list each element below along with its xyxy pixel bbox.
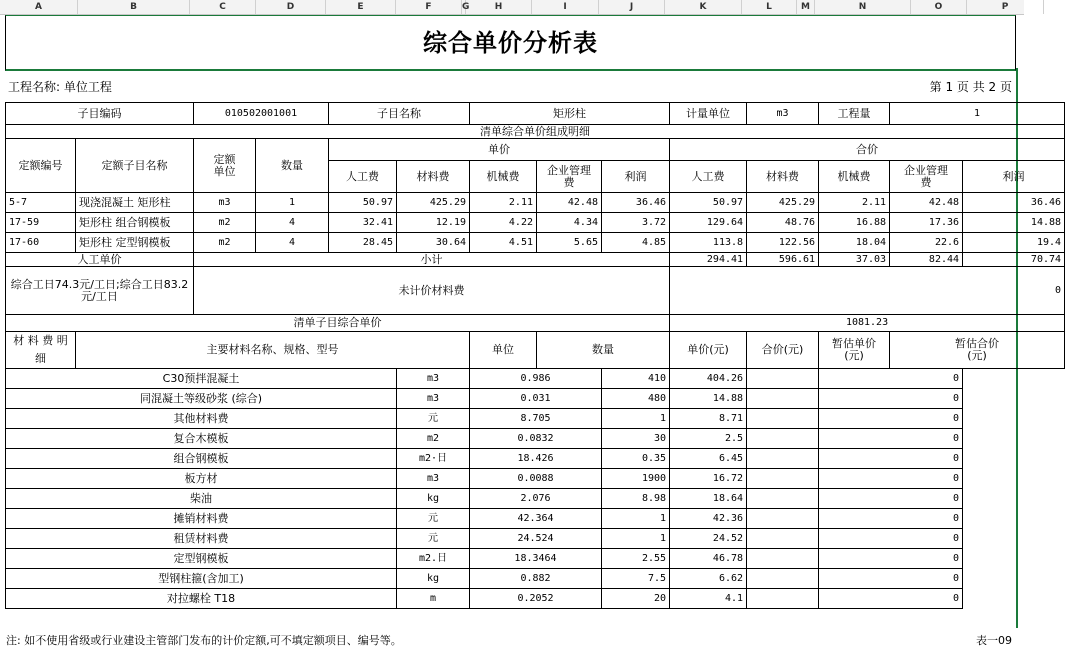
material-unit-cell[interactable]: m3	[397, 469, 470, 489]
quota-no-header: 定额编号	[6, 139, 76, 193]
total-mgmt-cell[interactable]: 22.6	[890, 233, 963, 253]
material-total-cell[interactable]: 6.45	[670, 449, 747, 469]
material-qty-cell[interactable]: 24.524	[470, 529, 602, 549]
material-unit-cell[interactable]: kg	[397, 569, 470, 589]
column-header-j[interactable]: J	[599, 0, 665, 14]
quota-row	[6, 193, 1065, 213]
material-total-cell[interactable]: 404.26	[670, 369, 747, 389]
t-mgmt-header: 企业管理 费	[890, 161, 963, 193]
quota-name-cell[interactable]: 矩形柱 定型钢模板	[76, 233, 194, 253]
column-header-p[interactable]: P	[967, 0, 1044, 14]
column-header-e[interactable]: E	[326, 0, 396, 14]
project-name: 工程名称: 单位工程	[8, 80, 112, 94]
unit-profit-cell[interactable]: 3.72	[602, 213, 670, 233]
labor-unit-label: 人工单价	[6, 253, 194, 267]
qty-value[interactable]: 1	[890, 103, 1065, 125]
total-material-cell[interactable]: 425.29	[747, 193, 819, 213]
material-unit-cell[interactable]: m3	[397, 389, 470, 409]
material-est-price-cell[interactable]	[747, 489, 819, 509]
material-est-price-cell[interactable]	[747, 589, 819, 609]
material-price-cell[interactable]: 30	[602, 429, 670, 449]
material-total-cell[interactable]: 16.72	[670, 469, 747, 489]
material-total-cell[interactable]: 42.36	[670, 509, 747, 529]
material-row	[6, 529, 1065, 549]
name-label: 子目名称	[329, 103, 470, 125]
total-material-cell[interactable]: 48.76	[747, 213, 819, 233]
unit-price-analysis-table	[5, 102, 1065, 609]
material-est-price-cell[interactable]	[747, 449, 819, 469]
material-price-cell[interactable]: 480	[602, 389, 670, 409]
total-mgmt-cell[interactable]: 42.48	[890, 193, 963, 213]
quota-unit-cell[interactable]: m3	[194, 193, 256, 213]
material-qty-cell[interactable]: 42.364	[470, 509, 602, 529]
unit-machine-cell[interactable]: 4.51	[470, 233, 537, 253]
material-est-total-cell[interactable]: 0	[819, 589, 963, 609]
material-est-total-cell[interactable]: 0	[819, 429, 963, 449]
column-header-f[interactable]: F	[396, 0, 462, 14]
subtotal-profit[interactable]: 70.74	[963, 253, 1065, 267]
sheet-title: 综合单价分析表	[5, 15, 1016, 71]
column-header-n[interactable]: N	[815, 0, 911, 14]
material-name-cell[interactable]: 其他材料费	[6, 409, 397, 429]
column-header-d[interactable]: D	[256, 0, 326, 14]
column-header-l[interactable]: L	[742, 0, 797, 14]
u-profit-header: 利润	[602, 161, 670, 193]
unit-label: 计量单位	[670, 103, 747, 125]
material-price-cell[interactable]: 7.5	[602, 569, 670, 589]
material-row	[6, 389, 1065, 409]
composite-value[interactable]: 1081.23	[670, 315, 1065, 332]
quota-row	[6, 213, 1065, 233]
material-total-cell[interactable]: 46.78	[670, 549, 747, 569]
material-name-cell[interactable]: 板方材	[6, 469, 397, 489]
material-name-cell[interactable]: 同混凝土等级砂浆 (综合)	[6, 389, 397, 409]
composite-label: 清单子目综合单价	[6, 315, 670, 332]
material-est-total-cell[interactable]: 0	[819, 549, 963, 569]
material-est-price-header: 暂估单价 (元)	[819, 332, 890, 369]
material-name-cell[interactable]: 组合钢模板	[6, 449, 397, 469]
unit-labor-cell[interactable]: 32.41	[329, 213, 397, 233]
material-name-cell[interactable]: 摊销材料费	[6, 509, 397, 529]
quota-no-cell[interactable]: 17-59	[6, 213, 76, 233]
u-mach-header: 机械费	[470, 161, 537, 193]
t-mat-header: 材料费	[747, 161, 819, 193]
material-est-price-cell[interactable]	[747, 369, 819, 389]
material-row	[6, 489, 1065, 509]
t-labor-header: 人工费	[670, 161, 747, 193]
material-est-price-cell[interactable]	[747, 529, 819, 549]
material-price-cell[interactable]: 1	[602, 409, 670, 429]
subtotal-mgmt[interactable]: 82.44	[890, 253, 963, 267]
material-price-cell[interactable]: 0.35	[602, 449, 670, 469]
column-header-b[interactable]: B	[78, 0, 190, 14]
material-row	[6, 549, 1065, 569]
quota-unit-cell[interactable]: m2	[194, 233, 256, 253]
total-profit-cell[interactable]: 19.4	[963, 233, 1065, 253]
unit-mgmt-cell[interactable]: 5.65	[537, 233, 602, 253]
material-total-cell[interactable]: 6.62	[670, 569, 747, 589]
material-est-total-cell[interactable]: 0	[819, 529, 963, 549]
quota-qty-cell[interactable]: 4	[256, 213, 329, 233]
material-qty-cell[interactable]: 0.0832	[470, 429, 602, 449]
unit-labor-cell[interactable]: 50.97	[329, 193, 397, 213]
material-unit-cell[interactable]: kg	[397, 489, 470, 509]
material-unit-cell[interactable]: m2·日	[397, 449, 470, 469]
material-total-header: 合价(元)	[747, 332, 819, 369]
material-name-header: 主要材料名称、规格、型号	[76, 332, 470, 369]
total-machine-cell[interactable]: 18.04	[819, 233, 890, 253]
total-labor-cell[interactable]: 113.8	[670, 233, 747, 253]
material-unit-cell[interactable]: m2.日	[397, 549, 470, 569]
material-total-cell[interactable]: 2.5	[670, 429, 747, 449]
material-qty-cell[interactable]: 0.0088	[470, 469, 602, 489]
material-price-cell[interactable]: 20	[602, 589, 670, 609]
material-total-cell[interactable]: 24.52	[670, 529, 747, 549]
material-est-price-cell[interactable]	[747, 509, 819, 529]
unit-mgmt-cell[interactable]: 42.48	[537, 193, 602, 213]
t-mach-header: 机械费	[819, 161, 890, 193]
unit-material-cell[interactable]: 30.64	[397, 233, 470, 253]
u-labor-header: 人工费	[329, 161, 397, 193]
name-value[interactable]: 矩形柱	[470, 103, 670, 125]
material-side-label: 材 料 费 明 细	[6, 332, 76, 369]
total-profit-cell[interactable]: 36.46	[963, 193, 1065, 213]
total-machine-cell[interactable]: 16.88	[819, 213, 890, 233]
material-total-cell[interactable]: 18.64	[670, 489, 747, 509]
material-est-price-cell[interactable]	[747, 569, 819, 589]
material-price-cell[interactable]: 8.98	[602, 489, 670, 509]
unit-profit-cell[interactable]: 4.85	[602, 233, 670, 253]
material-est-total-cell[interactable]: 0	[819, 569, 963, 589]
material-row	[6, 449, 1065, 469]
material-name-cell[interactable]: 柴油	[6, 489, 397, 509]
column-header-bar	[0, 0, 1024, 15]
unit-machine-cell[interactable]: 4.22	[470, 213, 537, 233]
column-header-a[interactable]: A	[0, 0, 78, 14]
material-est-price-cell[interactable]	[747, 429, 819, 449]
material-est-total-cell[interactable]: 0	[819, 509, 963, 529]
material-est-total-cell[interactable]: 0	[819, 389, 963, 409]
material-row	[6, 429, 1065, 449]
material-row	[6, 569, 1065, 589]
unit-value[interactable]: m3	[747, 103, 819, 125]
material-row	[6, 369, 1065, 389]
material-qty-cell[interactable]: 0.986	[470, 369, 602, 389]
code-value[interactable]: 010502001001	[194, 103, 329, 125]
material-total-cell[interactable]: 4.1	[670, 589, 747, 609]
quota-no-cell[interactable]: 17-60	[6, 233, 76, 253]
footer-code: 表一09	[976, 634, 1012, 647]
material-est-total-cell[interactable]: 0	[819, 469, 963, 489]
material-unit-cell[interactable]: m	[397, 589, 470, 609]
material-row	[6, 589, 1065, 609]
total-labor-cell[interactable]: 129.64	[670, 213, 747, 233]
material-price-cell[interactable]: 1	[602, 529, 670, 549]
column-header-m[interactable]: M	[797, 0, 815, 14]
subtotal-material[interactable]: 596.61	[747, 253, 819, 267]
column-header-c[interactable]: C	[190, 0, 256, 14]
column-header-g[interactable]: G	[462, 2, 470, 12]
material-row	[6, 409, 1065, 429]
subtotal-label: 小计	[194, 253, 670, 267]
quota-unit-cell[interactable]: m2	[194, 213, 256, 233]
unit-price-header: 单价	[329, 139, 670, 161]
column-header-h[interactable]: H	[466, 0, 532, 14]
u-mat-header: 材料费	[397, 161, 470, 193]
material-unit-cell[interactable]: m3	[397, 369, 470, 389]
total-machine-cell[interactable]: 2.11	[819, 193, 890, 213]
material-price-cell[interactable]: 1900	[602, 469, 670, 489]
material-price-cell[interactable]: 1	[602, 509, 670, 529]
material-qty-header: 数量	[537, 332, 670, 369]
material-name-cell[interactable]: 租赁材料费	[6, 529, 397, 549]
material-price-cell[interactable]: 2.55	[602, 549, 670, 569]
total-price-header: 合价	[670, 139, 1065, 161]
unit-mgmt-cell[interactable]: 4.34	[537, 213, 602, 233]
unpriced-label: 未计价材料费	[194, 267, 670, 315]
footer-note: 注: 如不使用省级或行业建设主管部门发布的计价定额,可不填定额项目、编号等。	[6, 634, 402, 647]
detail-title: 清单综合单价组成明细	[6, 125, 1065, 139]
column-header-k[interactable]: K	[665, 0, 742, 14]
subtotal-machine[interactable]: 37.03	[819, 253, 890, 267]
material-qty-cell[interactable]: 18.3464	[470, 549, 602, 569]
labor-rate-text[interactable]: 综合工日74.3元/工日;综合工日83.2元/工日	[6, 267, 194, 315]
material-name-cell[interactable]: 复合木模板	[6, 429, 397, 449]
material-qty-cell[interactable]: 0.031	[470, 389, 602, 409]
u-mgmt-header: 企业管理 费	[537, 161, 602, 193]
material-name-cell[interactable]: 定型钢模板	[6, 549, 397, 569]
unit-labor-cell[interactable]: 28.45	[329, 233, 397, 253]
material-qty-cell[interactable]: 18.426	[470, 449, 602, 469]
total-material-cell[interactable]: 122.56	[747, 233, 819, 253]
material-unit-header: 单位	[470, 332, 537, 369]
quota-no-cell[interactable]: 5-7	[6, 193, 76, 213]
material-qty-cell[interactable]: 8.705	[470, 409, 602, 429]
code-label: 子目编码	[6, 103, 194, 125]
material-price-cell[interactable]: 410	[602, 369, 670, 389]
material-row	[6, 469, 1065, 489]
qty-label: 工程量	[819, 103, 890, 125]
total-profit-cell[interactable]: 14.88	[963, 213, 1065, 233]
material-qty-cell[interactable]: 0.2052	[470, 589, 602, 609]
material-qty-cell[interactable]: 2.076	[470, 489, 602, 509]
material-total-cell[interactable]: 8.71	[670, 409, 747, 429]
page-info: 第 1 页 共 2 页	[929, 80, 1012, 94]
material-est-price-cell[interactable]	[747, 409, 819, 429]
material-est-total-cell[interactable]: 0	[819, 369, 963, 389]
quota-unit-header: 定额 单位	[194, 139, 256, 193]
material-name-cell[interactable]: 对拉螺栓 T18	[6, 589, 397, 609]
quantity-header: 数量	[256, 139, 329, 193]
material-unit-cell[interactable]: m2	[397, 429, 470, 449]
material-est-price-cell[interactable]	[747, 389, 819, 409]
quota-name-cell[interactable]: 矩形柱 组合钢模板	[76, 213, 194, 233]
material-est-total-header: 暂估合价 (元)	[890, 332, 1065, 369]
material-price-header: 单价(元)	[670, 332, 747, 369]
material-est-total-cell[interactable]: 0	[819, 489, 963, 509]
quota-row	[6, 233, 1065, 253]
material-qty-cell[interactable]: 0.882	[470, 569, 602, 589]
material-name-cell[interactable]: C30预拌混凝土	[6, 369, 397, 389]
material-unit-cell[interactable]: 元	[397, 509, 470, 529]
column-header-i[interactable]: I	[532, 0, 599, 14]
unit-material-cell[interactable]: 425.29	[397, 193, 470, 213]
material-est-total-cell[interactable]: 0	[819, 409, 963, 429]
unit-profit-cell[interactable]: 36.46	[602, 193, 670, 213]
material-est-price-cell[interactable]	[747, 469, 819, 489]
material-unit-cell[interactable]: 元	[397, 529, 470, 549]
material-total-cell[interactable]: 14.88	[670, 389, 747, 409]
quota-name-cell[interactable]: 现浇混凝土 矩形柱	[76, 193, 194, 213]
material-est-price-cell[interactable]	[747, 549, 819, 569]
unit-machine-cell[interactable]: 2.11	[470, 193, 537, 213]
column-header-o[interactable]: O	[911, 0, 967, 14]
subtotal-labor[interactable]: 294.41	[670, 253, 747, 267]
unpriced-value[interactable]: 0	[670, 267, 1065, 315]
quota-qty-cell[interactable]: 4	[256, 233, 329, 253]
quota-name-header: 定额子目名称	[76, 139, 194, 193]
quota-qty-cell[interactable]: 1	[256, 193, 329, 213]
t-profit-header: 利润	[963, 161, 1065, 193]
material-unit-cell[interactable]: 元	[397, 409, 470, 429]
material-est-total-cell[interactable]: 0	[819, 449, 963, 469]
material-row	[6, 509, 1065, 529]
material-name-cell[interactable]: 型钢柱箍(含加工)	[6, 569, 397, 589]
unit-material-cell[interactable]: 12.19	[397, 213, 470, 233]
total-mgmt-cell[interactable]: 17.36	[890, 213, 963, 233]
total-labor-cell[interactable]: 50.97	[670, 193, 747, 213]
